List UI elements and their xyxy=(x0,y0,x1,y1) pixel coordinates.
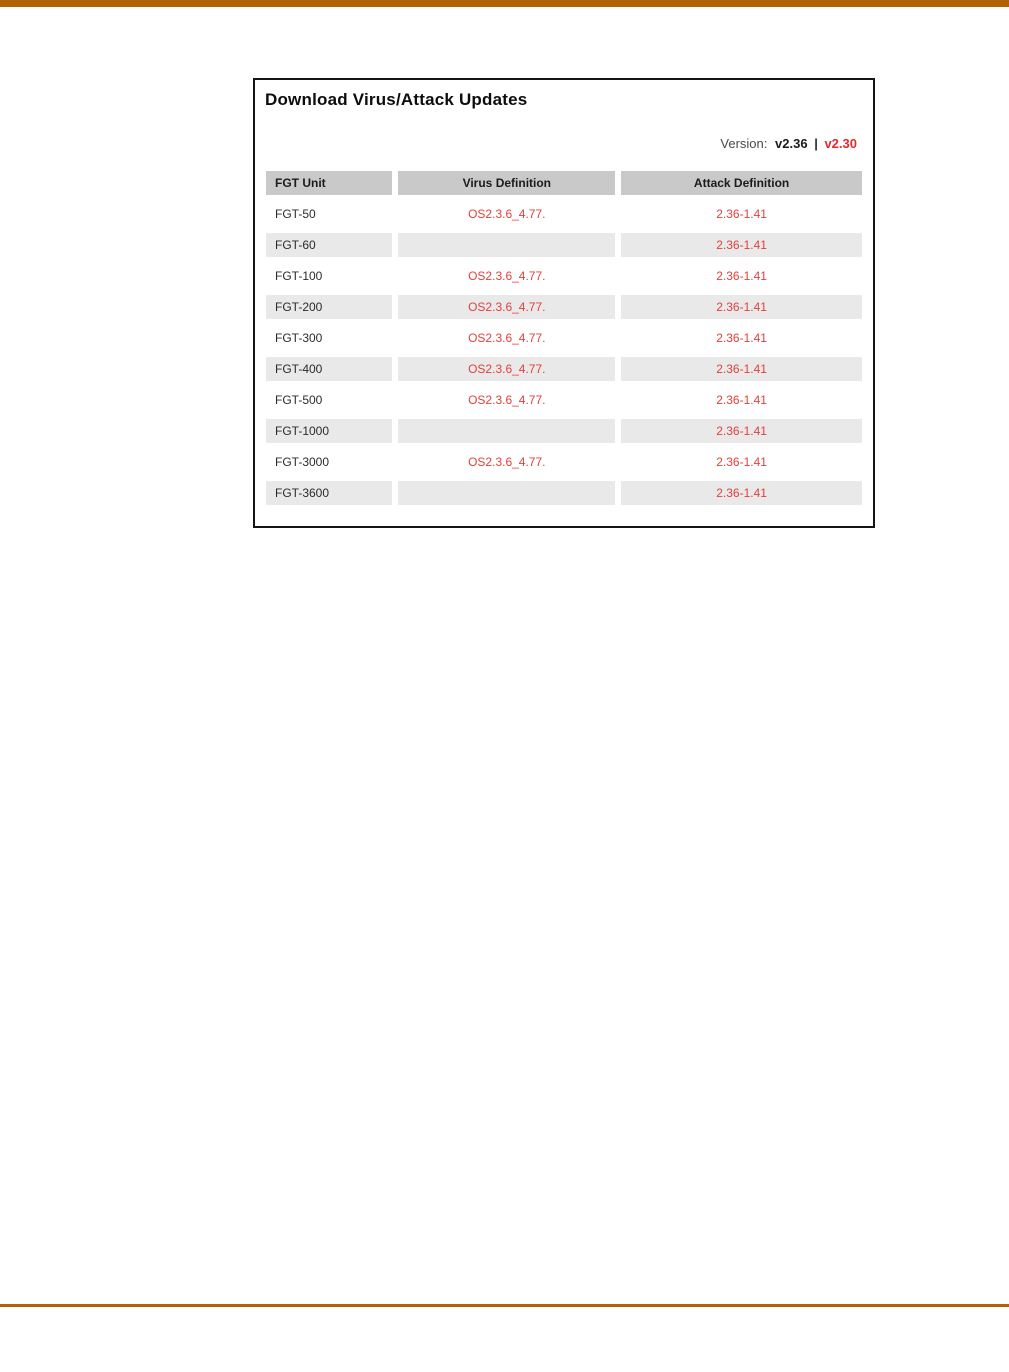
virus-definition-link[interactable]: OS2.3.6_4.77. xyxy=(398,326,615,350)
column-header-virus-definition: Virus Definition xyxy=(398,171,615,195)
attack-definition-link[interactable]: 2.36-1.41 xyxy=(621,233,862,257)
virus-definition-link[interactable]: OS2.3.6_4.77. xyxy=(398,450,615,474)
virus-definition-empty-cell xyxy=(398,481,615,505)
virus-definition-link[interactable]: OS2.3.6_4.77. xyxy=(398,202,615,226)
attack-definition-link[interactable]: 2.36-1.41 xyxy=(621,202,862,226)
version-previous-link[interactable]: v2.30 xyxy=(824,136,857,151)
version-label: Version: xyxy=(720,136,768,151)
unit-cell: FGT-3000 xyxy=(266,450,392,474)
attack-definition-link[interactable]: 2.36-1.41 xyxy=(621,326,862,350)
table-row xyxy=(266,357,862,381)
download-updates-panel xyxy=(253,78,875,528)
unit-cell: FGT-500 xyxy=(266,388,392,412)
table-row xyxy=(266,450,862,474)
unit-cell: FGT-300 xyxy=(266,326,392,350)
virus-definition-link[interactable]: OS2.3.6_4.77. xyxy=(398,295,615,319)
unit-cell: FGT-3600 xyxy=(266,481,392,505)
table-row xyxy=(266,419,862,443)
version-current-link[interactable]: v2.36 xyxy=(775,136,808,151)
virus-definition-link[interactable]: OS2.3.6_4.77. xyxy=(398,357,615,381)
bottom-rule xyxy=(0,1304,1009,1307)
attack-definition-link[interactable]: 2.36-1.41 xyxy=(621,450,862,474)
table-row xyxy=(266,388,862,412)
table-row xyxy=(266,326,862,350)
version-line xyxy=(255,136,873,151)
table-row xyxy=(266,202,862,226)
virus-definition-empty-cell xyxy=(398,233,615,257)
table-row xyxy=(266,481,862,505)
unit-cell: FGT-400 xyxy=(266,357,392,381)
table-header-row xyxy=(266,171,862,195)
unit-cell: FGT-100 xyxy=(266,264,392,288)
unit-cell: FGT-1000 xyxy=(266,419,392,443)
attack-definition-link[interactable]: 2.36-1.41 xyxy=(621,419,862,443)
updates-table xyxy=(260,164,868,512)
panel-title: Download Virus/Attack Updates xyxy=(265,90,528,109)
attack-definition-link[interactable]: 2.36-1.41 xyxy=(621,481,862,505)
table-row xyxy=(266,264,862,288)
table-row xyxy=(266,233,862,257)
column-header-attack-definition: Attack Definition xyxy=(621,171,862,195)
table-row xyxy=(266,295,862,319)
unit-cell: FGT-60 xyxy=(266,233,392,257)
virus-definition-link[interactable]: OS2.3.6_4.77. xyxy=(398,388,615,412)
attack-definition-link[interactable]: 2.36-1.41 xyxy=(621,357,862,381)
attack-definition-link[interactable]: 2.36-1.41 xyxy=(621,295,862,319)
version-separator: | xyxy=(814,136,818,151)
unit-cell: FGT-200 xyxy=(266,295,392,319)
attack-definition-link[interactable]: 2.36-1.41 xyxy=(621,264,862,288)
unit-cell: FGT-50 xyxy=(266,202,392,226)
virus-definition-empty-cell xyxy=(398,419,615,443)
virus-definition-link[interactable]: OS2.3.6_4.77. xyxy=(398,264,615,288)
attack-definition-link[interactable]: 2.36-1.41 xyxy=(621,388,862,412)
column-header-fgt-unit: FGT Unit xyxy=(266,171,392,195)
top-rule xyxy=(0,0,1009,7)
